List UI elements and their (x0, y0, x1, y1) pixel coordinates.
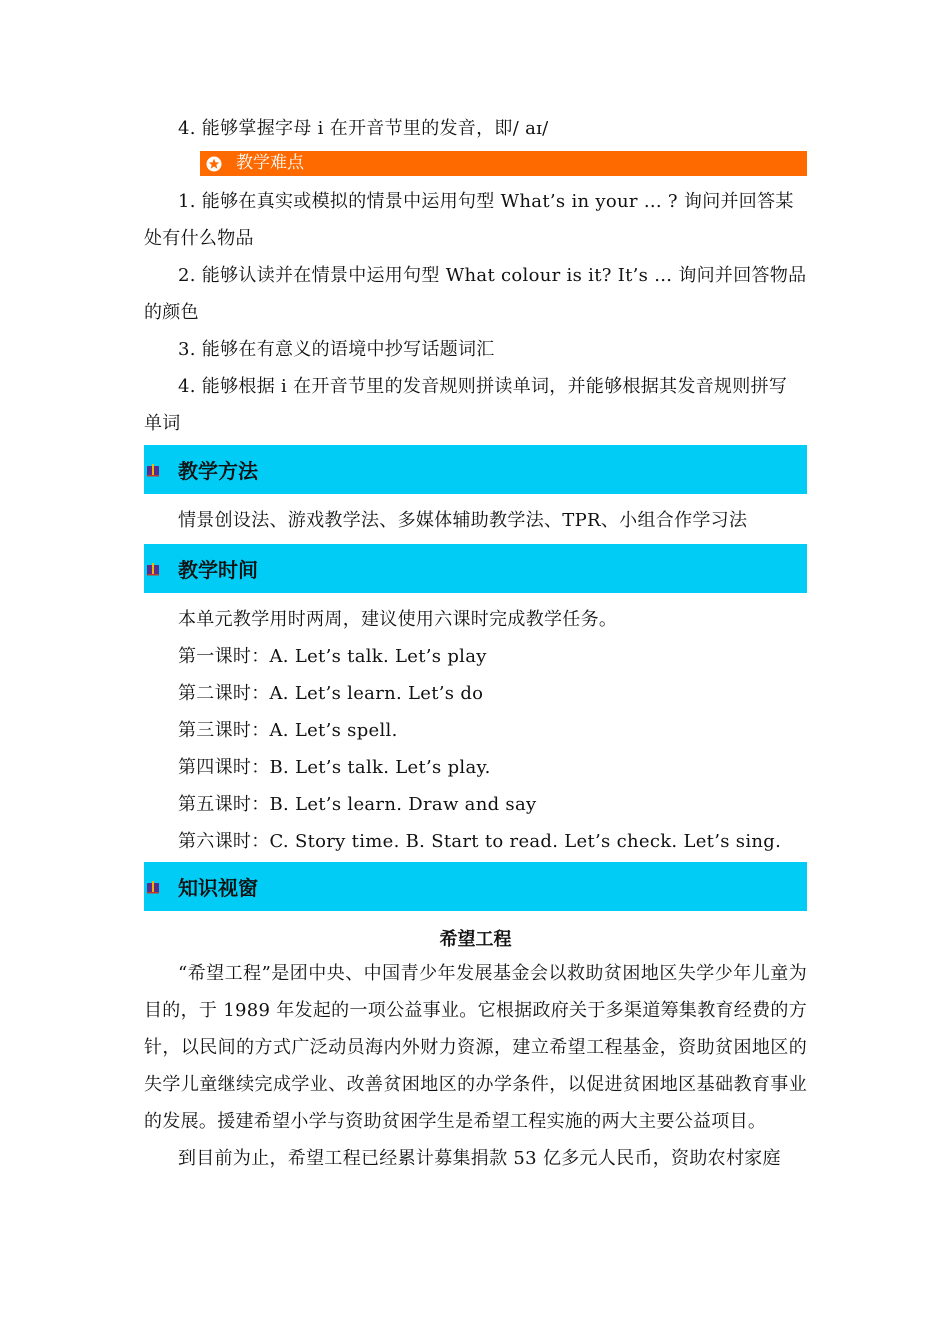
lesson-item: 第六课时：C. Story time. B. Start to read. Let’s check. Let’s sing. (178, 831, 782, 852)
section-header-knowledge (144, 862, 807, 911)
book-bullet-icon (146, 880, 160, 894)
section-title: 教学时间 (178, 558, 258, 582)
article-paragraph-1: “希望工程”是团中央、中国青少年发展基金会以救助贫困地区失学少年儿童为目的，于 1989 年发起的一项公益事业。它根据政府关于多渠道筹集教育经费的方针，以民间的方式广泛动员海内外财力资源，建立希望工程基金，资助贫困地区的失学儿童继续完成学业、改善贫困地区的办学条件，以促进贫困地区基础教育事业的发展。援建希望小学与资助贫困学生是希望工程实施的两大主要公益项目。 (144, 963, 807, 1132)
difficulty-item-2-line2: 的颜色 (144, 302, 199, 323)
time-intro: 本单元教学用时两周，建议使用六课时完成教学任务。 (178, 609, 618, 630)
difficulty-item-3: 3. 能够在有意义的语境中抄写话题词汇 (178, 339, 495, 360)
difficulty-item-2-line1: 2. 能够认读并在情景中运用句型 What colour is it? It’s ... 询问并回答物品 (178, 265, 807, 286)
methods-text: 情景创设法、游戏教学法、多媒体辅助教学法、TPR、小组合作学习法 (178, 510, 748, 531)
section-header-time (144, 544, 807, 593)
section-header-difficulty (200, 151, 807, 176)
book-bullet-icon (146, 562, 160, 576)
difficulty-item-4-line2: 单词 (144, 413, 181, 434)
article-paragraph-2: 到目前为止，希望工程已经累计募集捐款 53 亿多元人民币，资助农村家庭 (178, 1148, 781, 1169)
section-title: 知识视窗 (178, 876, 258, 900)
lesson-item: 第四课时：B. Let’s talk. Let’s play. (178, 757, 491, 778)
difficulty-item-4-line1: 4. 能够根据 i 在开音节里的发音规则拼读单词，并能够根据其发音规则拼写 (178, 376, 788, 397)
lesson-item: 第二课时：A. Let’s learn. Let’s do (178, 683, 484, 704)
difficulty-item-1-line1: 1. 能够在真实或模拟的情景中运用句型 What’s in your ... ? 询问并回答某 (178, 191, 794, 212)
goal-item-4: 4. 能够掌握字母 i 在开音节里的发音，即/ aɪ/ (178, 118, 549, 139)
lesson-item: 第五课时：B. Let’s learn. Draw and say (178, 794, 537, 815)
lesson-item: 第一课时：A. Let’s talk. Let’s play (178, 646, 487, 667)
time-content (178, 601, 807, 860)
book-bullet-icon (146, 463, 160, 477)
section-title: 教学难点 (236, 153, 304, 173)
article-body (144, 955, 807, 1177)
section-title: 教学方法 (178, 459, 258, 483)
section-header-methods (144, 445, 807, 494)
star-circle-icon (206, 156, 222, 172)
difficulty-item-1-line2: 处有什么物品 (144, 228, 254, 249)
lesson-item: 第三课时：A. Let’s spell. (178, 720, 398, 741)
difficulty-list (144, 183, 807, 442)
article-title: 希望工程 (439, 929, 512, 950)
